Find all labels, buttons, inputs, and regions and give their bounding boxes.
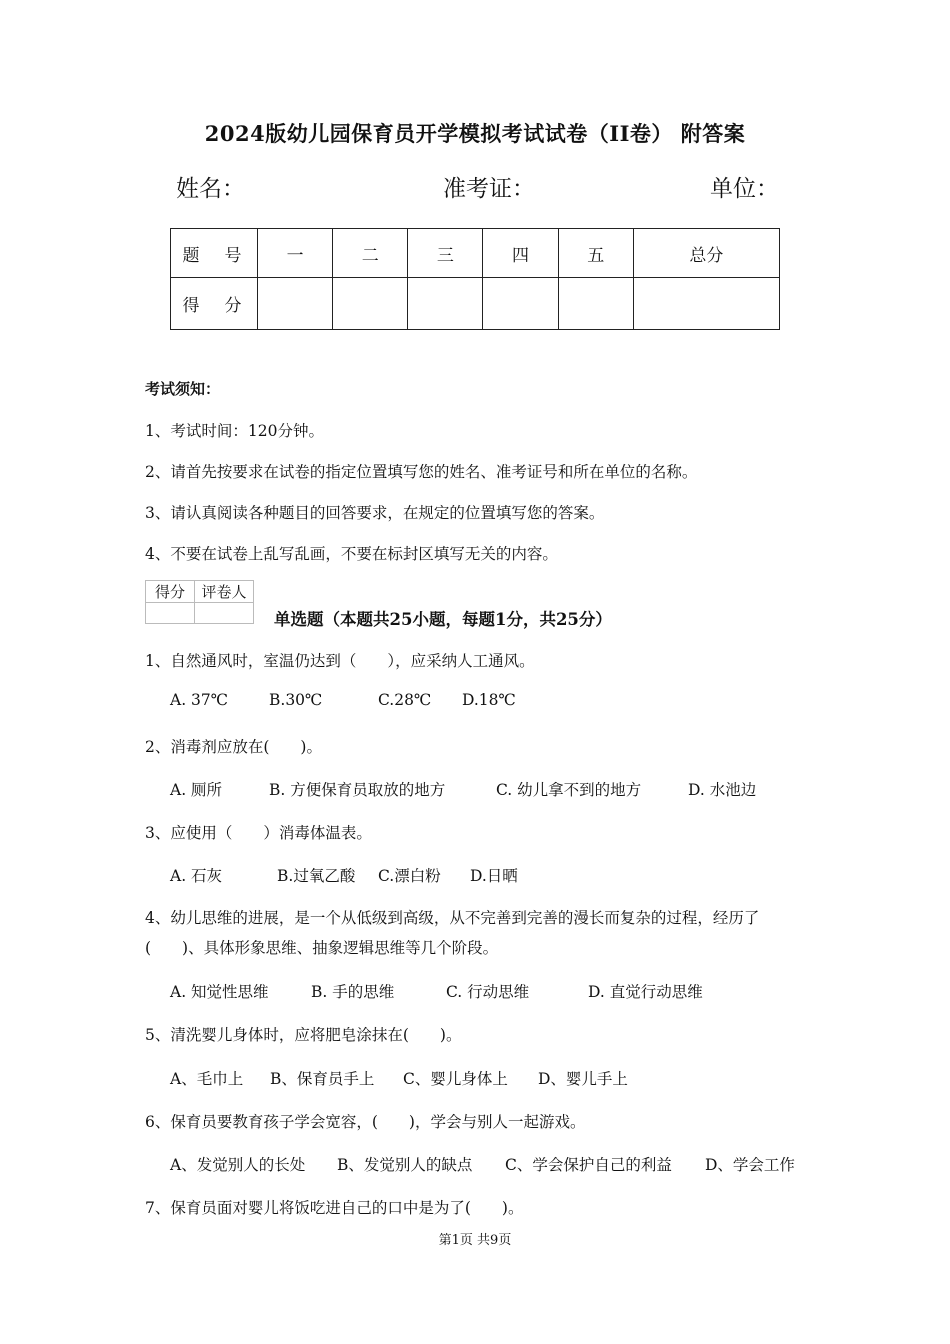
notice-item: 3、请认真阅读各种题目的回答要求，在规定的位置填写您的答案。 (145, 504, 605, 522)
question-1: 1、自然通风时，室温仍达到（ ），应采纳人工通风。 (145, 652, 535, 670)
grader-reviewer-cell[interactable] (195, 603, 254, 624)
score-table-header-cell: 一 (258, 229, 333, 278)
exam-number-field-label: 准考证： (443, 176, 535, 202)
question-4-option-a[interactable]: A. 知觉性思维 (170, 983, 269, 1001)
score-table-header-cell: 三 (408, 229, 483, 278)
page-footer: 第1页 共9页 (438, 1233, 512, 1248)
question-3-option-b[interactable]: B.过氧乙酸 (277, 867, 356, 885)
grader-score-label: 得分 (146, 581, 195, 603)
question-6-option-b[interactable]: B、发觉别人的缺点 (337, 1156, 473, 1174)
score-table-header-cell: 总分 (633, 229, 779, 278)
question-4-option-d[interactable]: D. 直觉行动思维 (588, 983, 703, 1001)
question-5-option-d[interactable]: D、婴儿手上 (538, 1070, 628, 1088)
question-2-option-c[interactable]: C. 幼儿拿不到的地方 (496, 781, 642, 799)
name-field-label: 姓名： (176, 176, 245, 202)
section-title: 单选题（本题共25小题，每题1分，共25分） (274, 610, 612, 629)
score-table-header-cell: 五 (558, 229, 633, 278)
grader-table (145, 580, 254, 624)
notice-title: 考试须知： (145, 380, 221, 398)
question-3-option-d[interactable]: D.日晒 (470, 867, 518, 885)
score-cell[interactable] (633, 278, 779, 330)
score-table-header-cell: 二 (333, 229, 408, 278)
question-1-option-b[interactable]: B.30℃ (269, 691, 323, 709)
unit-field-label: 单位： (710, 176, 779, 202)
score-cell[interactable] (483, 278, 558, 330)
question-1-option-a[interactable]: A. 37℃ (170, 691, 229, 709)
score-row-label: 得 分 (171, 278, 258, 330)
question-1-option-d[interactable]: D.18℃ (462, 691, 516, 709)
question-2-option-a[interactable]: A. 厕所 (170, 781, 223, 799)
question-7: 7、保育员面对婴儿将饭吃进自己的口中是为了( )。 (145, 1199, 524, 1217)
question-5: 5、清洗婴儿身体时，应将肥皂涂抹在( )。 (145, 1026, 462, 1044)
question-3-option-a[interactable]: A. 石灰 (170, 867, 223, 885)
grader-score-cell[interactable] (146, 603, 195, 624)
score-table-header-cell: 四 (483, 229, 558, 278)
question-6-option-c[interactable]: C、学会保护自己的利益 (505, 1156, 672, 1174)
question-4-option-b[interactable]: B. 手的思维 (311, 983, 395, 1001)
question-4-continued: ( )、具体形象思维、抽象逻辑思维等几个阶段。 (145, 939, 499, 957)
score-table-header-cell: 题 号 (171, 229, 258, 278)
question-6-option-a[interactable]: A、发觉别人的长处 (170, 1156, 306, 1174)
question-6: 6、保育员要教育孩子学会宽容，( )，学会与别人一起游戏。 (145, 1113, 586, 1131)
grader-reviewer-label: 评卷人 (195, 581, 254, 603)
notice-item: 4、不要在试卷上乱写乱画，不要在标封区填写无关的内容。 (145, 545, 558, 563)
score-table (170, 228, 780, 330)
score-cell[interactable] (333, 278, 408, 330)
question-5-option-c[interactable]: C、婴儿身体上 (403, 1070, 508, 1088)
notice-item: 1、考试时间：120分钟。 (145, 422, 324, 440)
question-1-option-c[interactable]: C.28℃ (378, 691, 432, 709)
question-2: 2、消毒剂应放在( )。 (145, 738, 322, 756)
question-3: 3、应使用（ ）消毒体温表。 (145, 824, 372, 842)
score-cell[interactable] (558, 278, 633, 330)
score-table-header-row (171, 229, 780, 278)
score-cell[interactable] (408, 278, 483, 330)
question-4: 4、幼儿思维的进展，是一个从低级到高级，从不完善到完善的漫长而复杂的过程，经历了 (145, 909, 760, 927)
page-title: 2024版幼儿园保育员开学模拟考试试卷（II卷） 附答案 (204, 121, 746, 146)
question-3-option-c[interactable]: C.漂白粉 (378, 867, 441, 885)
question-5-option-a[interactable]: A、毛巾上 (170, 1070, 244, 1088)
question-4-option-c[interactable]: C. 行动思维 (446, 983, 530, 1001)
score-cell[interactable] (258, 278, 333, 330)
question-2-option-b[interactable]: B. 方便保育员取放的地方 (269, 781, 446, 799)
question-6-option-d[interactable]: D、学会工作 (705, 1156, 795, 1174)
question-2-option-d[interactable]: D. 水池边 (688, 781, 757, 799)
score-table-score-row (171, 278, 780, 330)
notice-item: 2、请首先按要求在试卷的指定位置填写您的姓名、准考证号和所在单位的名称。 (145, 463, 698, 481)
question-5-option-b[interactable]: B、保育员手上 (270, 1070, 375, 1088)
